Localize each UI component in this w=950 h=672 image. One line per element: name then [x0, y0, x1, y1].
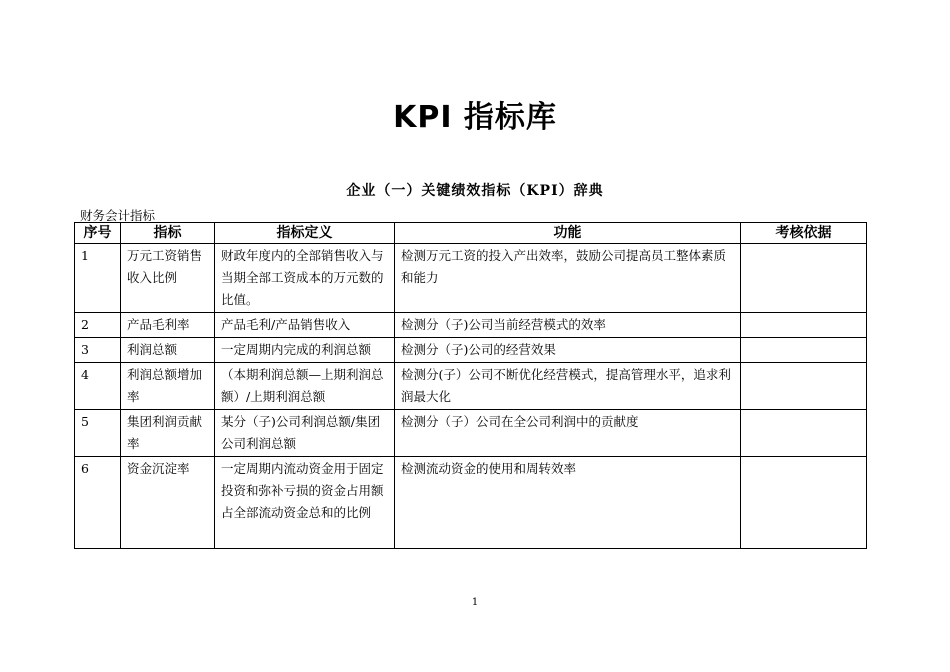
indicator-function: 检测分（子)公司的经营效果 [395, 338, 741, 363]
indicator-function: 检测分（子）公司在全公司利润中的贡献度 [395, 410, 741, 457]
indicator-function: 检测分(子）公司不断优化经营模式，提高管理水平，追求利润最大化 [395, 363, 741, 410]
indicator-name: 资金沉淀率 [121, 457, 215, 549]
indicator-definition: 产品毛利/产品销售收入 [215, 313, 395, 338]
header-indicator: 指标 [121, 223, 215, 244]
indicator-name: 万元工资销售收入比例 [121, 244, 215, 313]
table-row [75, 363, 867, 410]
table-row [75, 313, 867, 338]
assessment-basis [741, 313, 867, 338]
section-label: 财务会计指标 [80, 208, 156, 223]
assessment-basis [741, 363, 867, 410]
dictionary-subtitle: 企业（一）关键绩效指标（KPI）辞典 [346, 183, 604, 199]
assessment-basis [741, 410, 867, 457]
row-number: 6 [75, 457, 121, 549]
row-number: 4 [75, 363, 121, 410]
page-title: KPI 指标库 [393, 100, 557, 135]
kpi-table [74, 222, 867, 549]
table-header-row [75, 223, 867, 244]
assessment-basis [741, 244, 867, 313]
table-row [75, 244, 867, 313]
indicator-definition: （本期利润总额—上期利润总额）/上期利润总额 [215, 363, 395, 410]
indicator-name: 产品毛利率 [121, 313, 215, 338]
table-row [75, 338, 867, 363]
header-basis: 考核依据 [741, 223, 867, 244]
header-function: 功能 [395, 223, 741, 244]
row-number: 2 [75, 313, 121, 338]
indicator-definition: 一定周期内流动资金用于固定投资和弥补亏损的资金占用额占全部流动资金总和的比例 [215, 457, 395, 549]
indicator-name: 利润总额 [121, 338, 215, 363]
indicator-function: 检测分（子)公司当前经营模式的效率 [395, 313, 741, 338]
indicator-function: 检测万元工资的投入产出效率，鼓励公司提高员工整体素质和能力 [395, 244, 741, 313]
row-number: 5 [75, 410, 121, 457]
table-row [75, 457, 867, 549]
indicator-definition: 财政年度内的全部销售收入与当期全部工资成本的万元数的比值。 [215, 244, 395, 313]
row-number: 3 [75, 338, 121, 363]
assessment-basis [741, 338, 867, 363]
indicator-definition: 一定周期内完成的利润总额 [215, 338, 395, 363]
assessment-basis [741, 457, 867, 549]
table-row [75, 410, 867, 457]
header-no: 序号 [75, 223, 121, 244]
page-number: 1 [471, 597, 479, 608]
row-number: 1 [75, 244, 121, 313]
indicator-definition: 某分（子)公司利润总额/集团公司利润总额 [215, 410, 395, 457]
indicator-name: 利润总额增加率 [121, 363, 215, 410]
header-definition: 指标定义 [215, 223, 395, 244]
indicator-name: 集团利润贡献率 [121, 410, 215, 457]
indicator-function: 检测流动资金的使用和周转效率 [395, 457, 741, 549]
